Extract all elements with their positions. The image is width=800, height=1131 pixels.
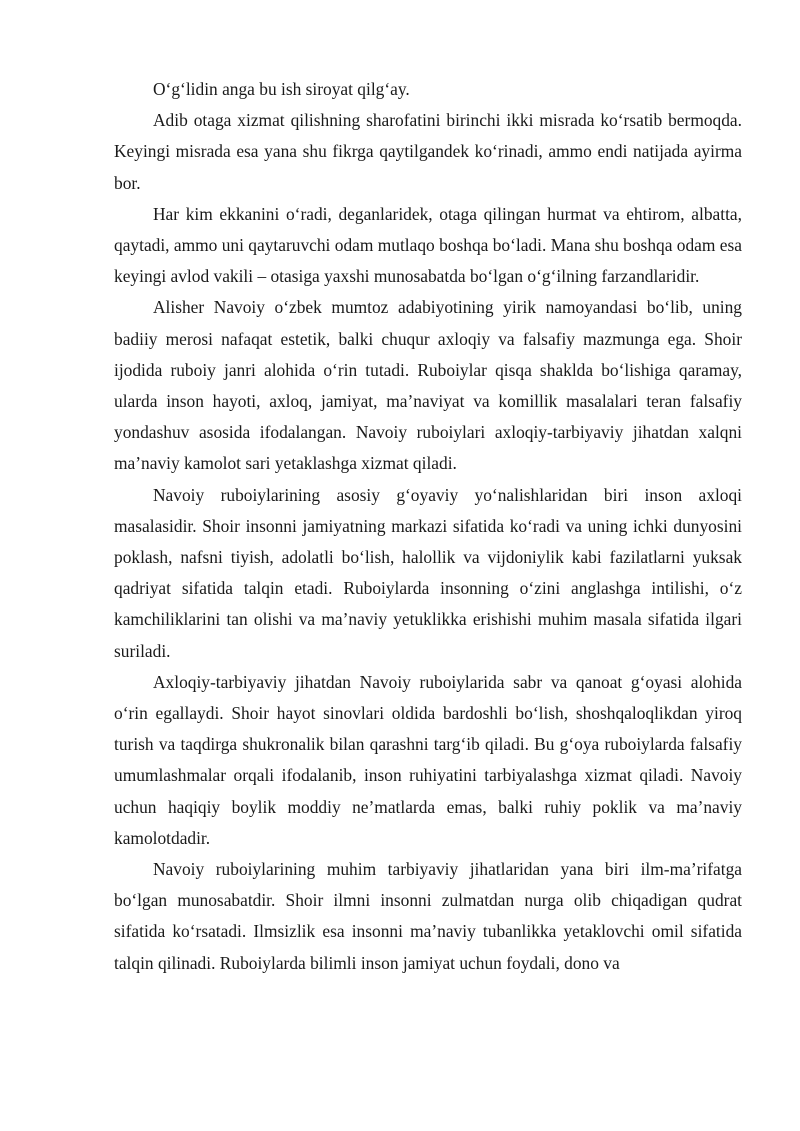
document-page — [114, 74, 742, 979]
paragraph: Navoiy ruboiylarining asosiy g‘oyaviy yo‘nalishlaridan biri inson axloqi masalasidir. Shoir insonni jamiyatning markazi sifatida ko‘radi va uning ichki dunyosini poklash, nafsni tiyish, adolatli bo‘lish, halollik va vijdoniylik kabi fazilatlarni yuksak qadriyat sifatida talqin etadi. Ruboiylarda insonning o‘zini anglashga intilishi, o‘z kamchiliklarini tan olishi va ma’naviy yetuklikka erishishi muhim masala sifatida ilgari suriladi. — [114, 484, 742, 661]
paragraph: O‘g‘lidin anga bu ish siroyat qilg‘ay. — [153, 79, 410, 99]
paragraph: Alisher Navoiy o‘zbek mumtoz adabiyotining yirik namoyandasi bo‘lib, uning badiiy merosi nafaqat estetik, balki chuqur axloqiy va falsafiy mazmunga ega. Shoir ijodida ruboiy janri alohida o‘rin tutadi. Ruboiylar qisqa shaklda bo‘lishiga qaramay, ularda inson hayoti, axloq, jamiyat, ma’naviyat va komillik masalalari teran falsafiy yondashuv asosida ifodalangan. Navoiy ruboiylari axloqiy-tarbiyaviy jihatdan xalqni ma’naviy kamolot sari yetaklashga xizmat qiladi. — [114, 297, 742, 474]
paragraph: Navoiy ruboiylarining muhim tarbiyaviy jihatlaridan yana biri ilm-ma’rifatga bo‘lgan munosabatdir. Shoir ilmni insonni zulmatdan nurga olib chiqadigan qudrat sifatida ko‘rsatadi. Ilmsizlik esa insonni ma’naviy tubanlikka yetaklovchi omil sifatida talqin qilinadi. Ruboiylarda bilimli inson jamiyat uchun foydali, dono va — [114, 859, 742, 973]
paragraph: Axloqiy-tarbiyaviy jihatdan Navoiy ruboiylarida sabr va qanoat g‘oyasi alohida o‘rin egallaydi. Shoir hayot sinovlari oldida bardoshli bo‘lish, shoshqaloqlikdan yiroq turish va taqdirga shukronalik bilan qarashni targ‘ib qiladi. Bu g‘oya ruboiylarda falsafiy umumlashmalar orqali ifodalanib, inson ruhiyatini tarbiyalashga xizmat qiladi. Navoiy uchun haqiqiy boylik moddiy ne’matlarda emas, balki ruhiy poklik va ma’naviy kamolotdadir. — [114, 671, 742, 848]
paragraph: Har kim ekkanini o‘radi, deganlaridek, otaga qilingan hurmat va ehtirom, albatta, qaytadi, ammo uni qaytaruvchi odam mutlaqo boshqa bo‘ladi. Mana shu boshqa odam esa keyingi avlod vakili – otasiga yaxshi munosabatda bo‘lgan o‘g‘ilning farzandlaridir. — [114, 203, 742, 287]
paragraph: Adib otaga xizmat qilishning sharofatini birinchi ikki misrada ko‘rsatib bermoqda. Keyingi misrada esa yana shu fikrga qaytilgandek ko‘rinadi, ammo endi natijada ayirma bor. — [114, 110, 742, 193]
